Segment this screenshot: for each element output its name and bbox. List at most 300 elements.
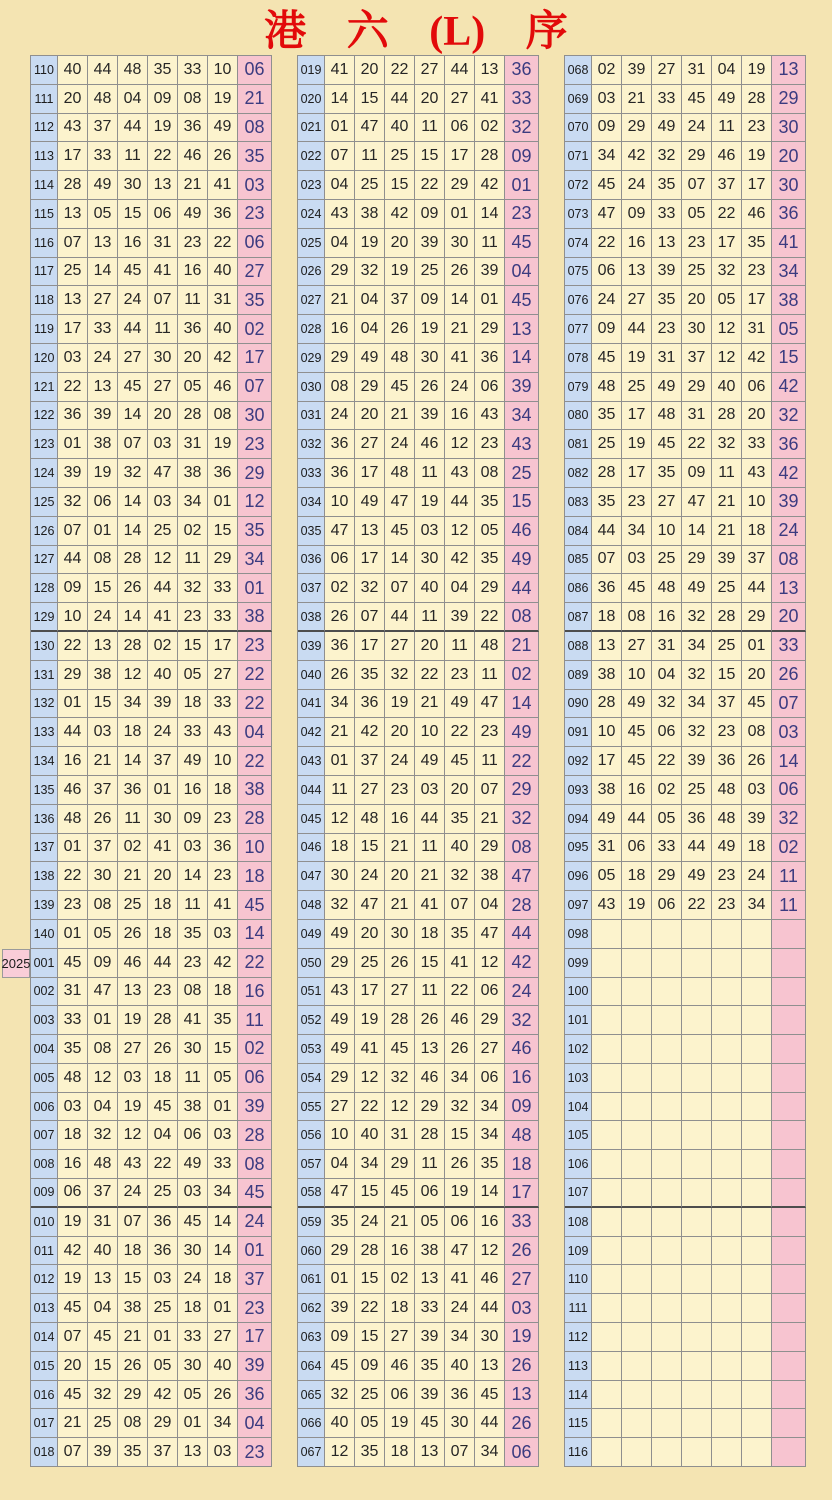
number-cell: 13 <box>58 286 88 315</box>
table-row <box>31 546 272 575</box>
special-number-cell: 06 <box>238 229 272 258</box>
table-row <box>565 718 806 747</box>
special-number-cell: 14 <box>238 920 272 949</box>
number-cell: 22 <box>355 1093 385 1122</box>
table-row <box>298 632 539 661</box>
number-cell: 18 <box>148 1064 178 1093</box>
issue-id-cell: 066 <box>298 1409 325 1438</box>
number-cell: 28 <box>592 690 622 719</box>
number-cell: 16 <box>652 603 682 632</box>
number-cell <box>592 1150 622 1179</box>
number-cell: 48 <box>592 373 622 402</box>
special-number-cell: 27 <box>238 258 272 287</box>
number-cell: 07 <box>445 891 475 920</box>
special-number-cell: 26 <box>505 1352 539 1381</box>
number-cell: 39 <box>415 1323 445 1352</box>
number-cell <box>652 1438 682 1467</box>
number-cell: 23 <box>622 488 652 517</box>
table-row <box>298 85 539 114</box>
table-row <box>565 258 806 287</box>
number-cell: 45 <box>385 373 415 402</box>
number-cell: 20 <box>682 286 712 315</box>
issue-id-cell: 043 <box>298 747 325 776</box>
number-cell: 13 <box>58 200 88 229</box>
number-cell <box>742 1265 772 1294</box>
number-cell: 44 <box>385 85 415 114</box>
table-row <box>298 430 539 459</box>
number-cell: 45 <box>742 690 772 719</box>
number-cell: 47 <box>592 200 622 229</box>
number-cell: 04 <box>325 1150 355 1179</box>
number-cell: 03 <box>208 1438 238 1467</box>
number-cell: 11 <box>178 546 208 575</box>
number-cell: 41 <box>148 834 178 863</box>
issue-id-cell: 100 <box>565 978 592 1007</box>
number-cell: 09 <box>88 949 118 978</box>
table-row <box>298 1006 539 1035</box>
number-cell: 09 <box>415 286 445 315</box>
number-cell: 21 <box>475 805 505 834</box>
issue-id-cell: 002 <box>31 978 58 1007</box>
number-cell: 11 <box>445 632 475 661</box>
number-cell: 24 <box>742 862 772 891</box>
number-cell: 48 <box>118 56 148 85</box>
number-cell: 48 <box>355 805 385 834</box>
number-cell: 17 <box>622 402 652 431</box>
number-cell: 11 <box>415 978 445 1007</box>
number-cell: 01 <box>475 286 505 315</box>
issue-id-cell: 033 <box>298 459 325 488</box>
number-cell <box>652 1265 682 1294</box>
special-number-cell: 19 <box>505 1323 539 1352</box>
issue-id-cell: 117 <box>31 258 58 287</box>
number-cell: 23 <box>682 229 712 258</box>
number-cell: 15 <box>355 85 385 114</box>
number-cell: 30 <box>178 1237 208 1266</box>
number-cell: 25 <box>592 430 622 459</box>
number-cell: 21 <box>58 1409 88 1438</box>
number-cell: 20 <box>385 862 415 891</box>
number-cell: 44 <box>415 805 445 834</box>
issue-id-cell: 070 <box>565 114 592 143</box>
number-cell: 27 <box>652 56 682 85</box>
table-row <box>565 1006 806 1035</box>
number-cell: 22 <box>592 229 622 258</box>
number-cell: 20 <box>355 56 385 85</box>
number-cell: 04 <box>88 1294 118 1323</box>
special-number-cell: 42 <box>505 949 539 978</box>
number-cell: 37 <box>88 114 118 143</box>
issue-id-cell: 029 <box>298 344 325 373</box>
table-row <box>298 1093 539 1122</box>
number-cell: 40 <box>355 1121 385 1150</box>
special-number-cell: 36 <box>238 1381 272 1410</box>
number-cell: 38 <box>178 1093 208 1122</box>
number-cell: 16 <box>118 229 148 258</box>
issue-id-cell: 114 <box>31 171 58 200</box>
number-cell: 43 <box>742 459 772 488</box>
special-number-cell: 02 <box>505 661 539 690</box>
special-number-cell: 33 <box>505 85 539 114</box>
table-row <box>565 85 806 114</box>
number-cell: 03 <box>208 1121 238 1150</box>
table-row <box>298 776 539 805</box>
number-cell: 06 <box>652 891 682 920</box>
table-row <box>31 430 272 459</box>
issue-id-cell: 127 <box>31 546 58 575</box>
number-cell: 48 <box>88 1150 118 1179</box>
number-cell: 26 <box>385 949 415 978</box>
number-cell: 31 <box>88 1208 118 1237</box>
issue-id-cell: 021 <box>298 114 325 143</box>
issue-id-cell: 135 <box>31 776 58 805</box>
issue-id-cell: 109 <box>565 1237 592 1266</box>
number-cell: 10 <box>208 747 238 776</box>
number-cell: 41 <box>355 1035 385 1064</box>
table-row <box>298 1352 539 1381</box>
issue-id-cell: 122 <box>31 402 58 431</box>
issue-id-cell: 095 <box>565 834 592 863</box>
issue-id-cell: 051 <box>298 978 325 1007</box>
table-row <box>31 1093 272 1122</box>
number-cell: 07 <box>58 229 88 258</box>
issue-id-cell: 003 <box>31 1006 58 1035</box>
issue-id-cell: 068 <box>565 56 592 85</box>
number-cell: 05 <box>415 1208 445 1237</box>
table-row <box>31 402 272 431</box>
number-cell: 20 <box>742 661 772 690</box>
number-cell: 25 <box>58 258 88 287</box>
issue-id-cell: 133 <box>31 718 58 747</box>
number-cell: 16 <box>622 776 652 805</box>
number-cell: 09 <box>58 574 88 603</box>
issue-id-cell: 007 <box>31 1121 58 1150</box>
number-cell: 16 <box>178 776 208 805</box>
number-cell: 18 <box>118 1237 148 1266</box>
number-cell: 13 <box>415 1438 445 1467</box>
number-cell: 20 <box>58 1352 88 1381</box>
table-row <box>31 1352 272 1381</box>
number-cell: 33 <box>178 718 208 747</box>
number-cell: 45 <box>118 373 148 402</box>
number-cell: 23 <box>58 891 88 920</box>
number-cell: 38 <box>178 459 208 488</box>
special-number-cell: 22 <box>505 747 539 776</box>
number-cell <box>652 949 682 978</box>
number-cell: 07 <box>445 1438 475 1467</box>
number-cell: 25 <box>682 776 712 805</box>
number-cell <box>712 1294 742 1323</box>
number-cell <box>682 1208 712 1237</box>
number-cell: 05 <box>208 1064 238 1093</box>
table-row <box>298 1121 539 1150</box>
number-cell: 15 <box>445 1121 475 1150</box>
number-cell: 23 <box>178 603 208 632</box>
special-number-cell: 17 <box>238 1323 272 1352</box>
special-number-cell <box>772 920 806 949</box>
special-number-cell: 30 <box>772 114 806 143</box>
special-number-cell: 38 <box>772 286 806 315</box>
number-cell: 24 <box>592 286 622 315</box>
table-row <box>565 315 806 344</box>
number-cell: 29 <box>475 315 505 344</box>
number-cell: 43 <box>325 978 355 1007</box>
number-cell: 31 <box>652 632 682 661</box>
number-cell: 19 <box>58 1265 88 1294</box>
number-cell <box>652 1150 682 1179</box>
number-cell: 05 <box>88 200 118 229</box>
table-row <box>31 1294 272 1323</box>
number-cell: 09 <box>622 200 652 229</box>
number-cell: 04 <box>148 1121 178 1150</box>
number-cell: 38 <box>592 776 622 805</box>
number-cell: 16 <box>325 315 355 344</box>
number-cell <box>712 1064 742 1093</box>
number-cell: 25 <box>415 258 445 287</box>
special-number-cell: 08 <box>772 546 806 575</box>
number-cell: 29 <box>58 661 88 690</box>
table-row <box>298 171 539 200</box>
number-cell: 01 <box>325 1265 355 1294</box>
number-cell: 39 <box>325 1294 355 1323</box>
number-cell: 01 <box>58 834 88 863</box>
special-number-cell: 14 <box>772 747 806 776</box>
number-cell: 34 <box>118 690 148 719</box>
table-row <box>298 200 539 229</box>
number-cell: 45 <box>415 1409 445 1438</box>
number-cell: 14 <box>208 1237 238 1266</box>
number-cell: 19 <box>445 1179 475 1208</box>
special-number-cell: 17 <box>505 1179 539 1208</box>
number-cell: 33 <box>652 834 682 863</box>
number-cell: 26 <box>118 920 148 949</box>
number-cell: 31 <box>208 286 238 315</box>
table-row <box>298 56 539 85</box>
number-cell: 09 <box>592 315 622 344</box>
number-cell: 35 <box>445 805 475 834</box>
table-row <box>565 632 806 661</box>
table-row <box>565 1150 806 1179</box>
number-cell: 49 <box>682 862 712 891</box>
number-cell: 10 <box>592 718 622 747</box>
special-number-cell: 18 <box>238 862 272 891</box>
issue-id-cell: 085 <box>565 546 592 575</box>
number-cell: 48 <box>712 776 742 805</box>
number-cell: 11 <box>178 1064 208 1093</box>
number-cell: 16 <box>385 805 415 834</box>
number-cell: 17 <box>355 459 385 488</box>
number-cell: 19 <box>742 56 772 85</box>
table-row <box>298 1381 539 1410</box>
number-cell: 19 <box>58 1208 88 1237</box>
number-cell: 03 <box>148 430 178 459</box>
special-number-cell: 22 <box>238 747 272 776</box>
number-cell <box>742 949 772 978</box>
table-row <box>298 344 539 373</box>
number-cell: 28 <box>385 1006 415 1035</box>
number-cell: 43 <box>58 114 88 143</box>
number-cell: 22 <box>682 891 712 920</box>
issue-id-cell: 123 <box>31 430 58 459</box>
table-row <box>565 459 806 488</box>
table-row <box>565 603 806 632</box>
number-cell: 15 <box>355 1265 385 1294</box>
number-cell: 28 <box>415 1121 445 1150</box>
number-cell: 35 <box>208 1006 238 1035</box>
number-cell: 15 <box>385 171 415 200</box>
number-cell: 07 <box>475 776 505 805</box>
issue-id-cell: 015 <box>31 1352 58 1381</box>
issue-id-cell: 118 <box>31 286 58 315</box>
number-cell: 03 <box>415 776 445 805</box>
issue-id-cell: 113 <box>31 142 58 171</box>
number-cell <box>592 1265 622 1294</box>
issue-id-cell: 013 <box>31 1294 58 1323</box>
number-cell: 03 <box>178 1179 208 1208</box>
table-row <box>565 286 806 315</box>
issue-id-cell: 063 <box>298 1323 325 1352</box>
number-cell: 26 <box>742 747 772 776</box>
number-cell: 32 <box>325 1381 355 1410</box>
number-cell: 32 <box>178 574 208 603</box>
issue-id-cell: 071 <box>565 142 592 171</box>
number-cell: 21 <box>712 517 742 546</box>
number-cell: 45 <box>88 1323 118 1352</box>
table-row <box>298 488 539 517</box>
number-cell: 04 <box>652 661 682 690</box>
number-cell: 26 <box>208 142 238 171</box>
special-number-cell: 38 <box>238 603 272 632</box>
number-cell: 01 <box>58 430 88 459</box>
number-cell: 35 <box>475 1150 505 1179</box>
number-cell: 17 <box>742 286 772 315</box>
number-cell: 44 <box>58 546 88 575</box>
number-cell: 32 <box>652 690 682 719</box>
special-number-cell: 15 <box>772 344 806 373</box>
number-cell: 28 <box>712 603 742 632</box>
number-cell: 21 <box>415 690 445 719</box>
special-number-cell: 01 <box>505 171 539 200</box>
number-cell <box>652 1064 682 1093</box>
issue-id-cell: 084 <box>565 517 592 546</box>
number-cell <box>622 1409 652 1438</box>
number-cell: 27 <box>148 373 178 402</box>
number-cell <box>652 1006 682 1035</box>
number-cell: 41 <box>415 891 445 920</box>
number-cell: 31 <box>58 978 88 1007</box>
number-cell: 15 <box>355 834 385 863</box>
number-cell: 07 <box>355 603 385 632</box>
number-cell: 14 <box>208 1208 238 1237</box>
number-cell: 20 <box>385 229 415 258</box>
number-cell: 33 <box>88 315 118 344</box>
number-cell: 41 <box>208 891 238 920</box>
table-row <box>298 402 539 431</box>
issue-id-cell: 126 <box>31 517 58 546</box>
number-cell <box>682 1093 712 1122</box>
number-cell: 09 <box>355 1352 385 1381</box>
number-cell: 01 <box>445 200 475 229</box>
number-cell <box>682 1438 712 1467</box>
number-cell <box>622 920 652 949</box>
table-row <box>565 200 806 229</box>
special-number-cell <box>772 1150 806 1179</box>
special-number-cell: 39 <box>238 1352 272 1381</box>
number-cell: 14 <box>475 200 505 229</box>
special-number-cell: 02 <box>772 834 806 863</box>
number-cell: 05 <box>88 920 118 949</box>
number-cell <box>622 1064 652 1093</box>
number-cell: 13 <box>475 1352 505 1381</box>
number-cell: 29 <box>622 114 652 143</box>
table-row <box>565 1352 806 1381</box>
special-number-cell: 32 <box>505 114 539 143</box>
number-cell: 42 <box>742 344 772 373</box>
number-cell <box>712 1208 742 1237</box>
number-cell: 08 <box>118 1409 148 1438</box>
number-cell: 04 <box>325 171 355 200</box>
number-cell: 19 <box>118 1093 148 1122</box>
number-cell <box>742 1237 772 1266</box>
number-cell: 32 <box>682 603 712 632</box>
number-cell: 02 <box>385 1265 415 1294</box>
number-cell: 11 <box>415 834 445 863</box>
special-number-cell: 06 <box>505 1438 539 1467</box>
issue-id-cell: 049 <box>298 920 325 949</box>
issue-id-cell: 079 <box>565 373 592 402</box>
number-cell: 29 <box>682 373 712 402</box>
special-number-cell: 36 <box>772 430 806 459</box>
special-number-cell: 04 <box>238 1409 272 1438</box>
issue-id-cell: 077 <box>565 315 592 344</box>
number-cell: 10 <box>325 488 355 517</box>
number-cell: 24 <box>445 1294 475 1323</box>
table-row <box>565 517 806 546</box>
number-cell: 01 <box>88 517 118 546</box>
number-cell: 45 <box>385 1035 415 1064</box>
issue-id-cell: 004 <box>31 1035 58 1064</box>
special-number-cell: 05 <box>772 315 806 344</box>
number-cell: 18 <box>148 920 178 949</box>
issue-id-cell: 012 <box>31 1265 58 1294</box>
number-cell: 19 <box>208 85 238 114</box>
number-cell <box>712 949 742 978</box>
table-row <box>31 85 272 114</box>
table-row <box>298 949 539 978</box>
special-number-cell: 02 <box>238 1035 272 1064</box>
number-cell: 24 <box>88 603 118 632</box>
issue-id-cell: 114 <box>565 1381 592 1410</box>
number-cell: 36 <box>208 834 238 863</box>
number-cell: 20 <box>355 920 385 949</box>
number-cell: 18 <box>742 517 772 546</box>
number-cell <box>712 1381 742 1410</box>
number-cell: 46 <box>445 1006 475 1035</box>
special-number-cell: 28 <box>238 805 272 834</box>
number-cell: 03 <box>415 517 445 546</box>
special-number-cell: 32 <box>505 1006 539 1035</box>
special-number-cell: 29 <box>505 776 539 805</box>
table-row <box>298 1035 539 1064</box>
number-cell: 45 <box>58 949 88 978</box>
special-number-cell: 13 <box>505 315 539 344</box>
number-cell: 46 <box>742 200 772 229</box>
number-cell: 04 <box>355 286 385 315</box>
number-cell: 32 <box>712 430 742 459</box>
special-number-cell: 29 <box>238 459 272 488</box>
number-cell: 36 <box>178 315 208 344</box>
results-table-1 <box>30 55 272 1467</box>
